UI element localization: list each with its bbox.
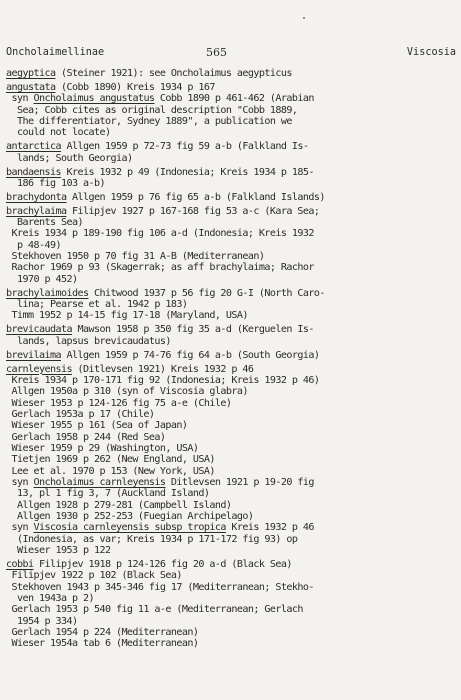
synonym-name: Viscosia carnleyensis subsp tropica	[33, 522, 226, 534]
entry-line	[6, 627, 458, 638]
species-name: bandaensis	[6, 166, 61, 178]
citation-text: (Ditlevsen 1921) Kreis 1932 p 46	[71, 363, 254, 375]
entry-line	[6, 398, 458, 409]
citation-text: Gerlach 1953a p 17 (Chile)	[11, 408, 155, 420]
entry-line	[6, 105, 458, 116]
species-entry-list	[6, 68, 458, 652]
species-name: carnleyensis	[6, 363, 72, 375]
citation-text: Kreis 1934 p 170-171 fig 92 (Indonesia; Kreis 1932 p 46)	[11, 374, 320, 386]
citation-text: ven 1943a p 2)	[17, 593, 94, 605]
entry-line	[6, 409, 458, 420]
citation-text: Allgen 1959 p 72-73 fig 59 a-b (Falkland Is-	[60, 141, 309, 153]
citation-text: lands, lapsus brevicaudatus)	[17, 335, 171, 347]
header-section-title: Oncholaimellinae	[6, 47, 105, 58]
line-indent	[6, 511, 17, 522]
entry-line	[6, 274, 458, 285]
citation-text: Sea; Cobb cites as original description "Cobb 1889,	[17, 104, 298, 116]
entry-line	[6, 192, 458, 203]
species-name: aegyptica	[6, 68, 56, 79]
entry-line	[6, 488, 458, 499]
citation-text: could not locate)	[17, 127, 111, 139]
species-name: cobbi	[6, 559, 34, 571]
line-indent: syn	[6, 93, 34, 105]
line-indent	[6, 534, 17, 545]
entry-line	[6, 616, 458, 627]
citation-text: (Indonesia, as var; Kreis 1934 p 171-172 fig 93) op	[17, 533, 298, 545]
citation-text: Stekhoven 1950 p 70 fig 31 A-B (Mediterranean)	[11, 251, 265, 263]
entry-line	[6, 454, 458, 465]
species-entry	[6, 350, 458, 361]
entry-line	[6, 127, 458, 138]
line-indent	[6, 116, 17, 127]
citation-text: Wieser 1954a tab 6 (Mediterranean)	[11, 638, 199, 650]
entry-line	[6, 68, 458, 79]
citation-text: Filipjev 1918 p 124-126 fig 20 a-d (Black Sea)	[33, 559, 292, 571]
entry-line	[6, 93, 458, 104]
citation-text: Kreis 1934 p 189-190 fig 106 a-d (Indonesia; Kreis 1932	[11, 228, 314, 240]
entry-line	[6, 336, 458, 347]
entry-line	[6, 262, 458, 273]
species-entry	[6, 82, 458, 139]
entry-line	[6, 582, 458, 593]
entry-line	[6, 638, 458, 649]
species-name: brevicaudata	[6, 324, 72, 336]
citation-text: 1970 p 452)	[17, 273, 78, 285]
entry-line	[6, 420, 458, 431]
species-entry	[6, 192, 458, 203]
citation-text: Mawson 1958 p 350 fig 35 a-d (Kerguelen Is-	[71, 324, 314, 336]
line-indent	[6, 153, 17, 164]
line-indent	[6, 545, 17, 556]
citation-text: Kreis 1932 p 49 (Indonesia; Kreis 1934 p 185-	[60, 166, 314, 178]
entry-line	[6, 82, 458, 93]
citation-text: 1954 p 334)	[17, 615, 78, 627]
entry-line	[6, 116, 458, 127]
citation-text: Allgen 1950a p 310 (syn of Viscosia glabra)	[11, 386, 248, 398]
entry-line	[6, 141, 458, 152]
citation-text: (Cobb 1890) Kreis 1934 p 167	[55, 81, 215, 93]
citation-text: lands; South Georgia)	[17, 152, 133, 164]
species-entry	[6, 324, 458, 347]
citation-text: Chitwood 1937 p 56 fig 20 G-I (North Caro-	[88, 287, 325, 299]
line-indent	[6, 336, 17, 347]
citation-text: Allgen 1930 p 252-253 (Fuegian Archipelago)	[17, 511, 254, 523]
species-entry	[6, 364, 458, 557]
citation-text: Allgen 1959 p 76 fig 65 a-b (Falkland Islands)	[66, 191, 325, 203]
species-entry	[6, 68, 458, 79]
citation-text: Lee et al. 1970 p 153 (New York, USA)	[11, 465, 215, 477]
citation-text: Stekhoven 1943 p 345-346 fig 17 (Mediterranean; Stekho-	[11, 581, 314, 593]
entry-line	[6, 310, 458, 321]
citation-text: Filipjev 1927 p 167-168 fig 53 a-c (Kara Sea;	[66, 205, 320, 217]
citation-text: Kreis 1932 p 46	[225, 522, 314, 534]
entry-line	[6, 350, 458, 361]
citation-text: Allgen 1928 p 279-281 (Campbell Island)	[17, 499, 232, 511]
citation-text: Gerlach 1958 p 244 (Red Sea)	[11, 431, 166, 443]
line-indent	[6, 488, 17, 499]
header-genus: Viscosia	[406, 47, 456, 58]
species-name: brachylaimoides	[6, 287, 89, 299]
entry-line	[6, 324, 458, 335]
citation-text: Timm 1952 p 14-15 fig 17-18 (Maryland, USA)	[11, 310, 248, 322]
entry-line	[6, 432, 458, 443]
citation-text: lina; Pearse et al. 1942 p 183)	[17, 299, 188, 311]
line-indent	[6, 240, 17, 251]
entry-line	[6, 251, 458, 262]
entry-line	[6, 604, 458, 615]
synonym-name: Oncholaimus angustatus	[33, 93, 155, 105]
entry-line	[6, 466, 458, 477]
species-name: brachydonta	[6, 191, 67, 203]
running-header	[6, 46, 456, 60]
citation-text: Barents Sea)	[17, 217, 83, 229]
line-indent	[6, 593, 17, 604]
line-indent: syn	[6, 477, 34, 489]
citation-text: Allgen 1959 p 74-76 fig 64 a-b (South Georgia)	[60, 349, 320, 361]
paper-speck	[303, 17, 305, 19]
citation-text: (Steiner 1921): see Oncholaimus aegypticus	[55, 68, 292, 79]
entry-line	[6, 443, 458, 454]
line-indent	[6, 127, 17, 138]
page-number: 565	[206, 46, 227, 59]
citation-text: Wieser 1959 p 29 (Washington, USA)	[11, 443, 199, 454]
citation-text: Filipjev 1922 p 102 (Black Sea)	[11, 570, 182, 582]
entry-line	[6, 477, 458, 488]
citation-text: The differentiator, Sydney 1889", a publication we	[17, 115, 292, 127]
line-indent	[6, 274, 17, 285]
entry-line	[6, 217, 458, 228]
entry-line	[6, 386, 458, 397]
species-entry	[6, 206, 458, 285]
citation-text: 13, pl 1 fig 3, 7 (Auckland Island)	[17, 488, 210, 500]
entry-line	[6, 559, 458, 570]
citation-text: Tietjen 1969 p 262 (New England, USA)	[11, 454, 215, 466]
line-indent	[6, 616, 17, 627]
citation-text: Gerlach 1953 p 540 fig 11 a-e (Mediterranean; Gerlach	[11, 604, 303, 616]
line-indent	[6, 299, 17, 310]
line-indent	[6, 217, 17, 228]
citation-text: Cobb 1890 p 461-462 (Arabian	[154, 93, 314, 105]
species-name: antarctica	[6, 141, 61, 153]
entry-line	[6, 375, 458, 386]
citation-text: p 48-49)	[17, 239, 61, 251]
line-indent: syn	[6, 522, 34, 534]
entry-line	[6, 240, 458, 251]
synonym-name: Oncholaimus carnleyensis	[33, 477, 166, 489]
entry-line	[6, 206, 458, 217]
entry-line	[6, 545, 458, 556]
entry-line	[6, 299, 458, 310]
entry-line	[6, 593, 458, 604]
citation-text: Wieser 1955 p 161 (Sea of Japan)	[11, 420, 188, 432]
species-entry	[6, 559, 458, 650]
entry-line	[6, 570, 458, 581]
entry-line	[6, 228, 458, 239]
citation-text: Wieser 1953 p 124-126 fig 75 a-e (Chile)	[11, 397, 232, 409]
entry-line	[6, 153, 458, 164]
entry-line	[6, 178, 458, 189]
citation-text: Wieser 1953 p 122	[17, 545, 111, 557]
species-entry	[6, 288, 458, 322]
species-name: angustata	[6, 81, 56, 93]
entry-line	[6, 511, 458, 522]
citation-text: Gerlach 1954 p 224 (Mediterranean)	[11, 627, 199, 639]
species-entry	[6, 167, 458, 190]
line-indent	[6, 500, 17, 511]
entry-line	[6, 288, 458, 299]
entry-line	[6, 364, 458, 375]
citation-text: Rachor 1969 p 93 (Skagerrak; as aff brachylaima; Rachor	[11, 262, 314, 274]
citation-text: Ditlevsen 1921 p 19-20 fig	[165, 477, 314, 489]
entry-line	[6, 522, 458, 533]
species-name: brevilaima	[6, 349, 61, 361]
entry-line	[6, 167, 458, 178]
line-indent	[6, 178, 17, 189]
species-entry	[6, 141, 458, 164]
line-indent	[6, 105, 17, 116]
citation-text: 186 fig 103 a-b)	[17, 177, 105, 189]
species-name: brachylaima	[6, 205, 67, 217]
entry-line	[6, 500, 458, 511]
entry-line	[6, 534, 458, 545]
